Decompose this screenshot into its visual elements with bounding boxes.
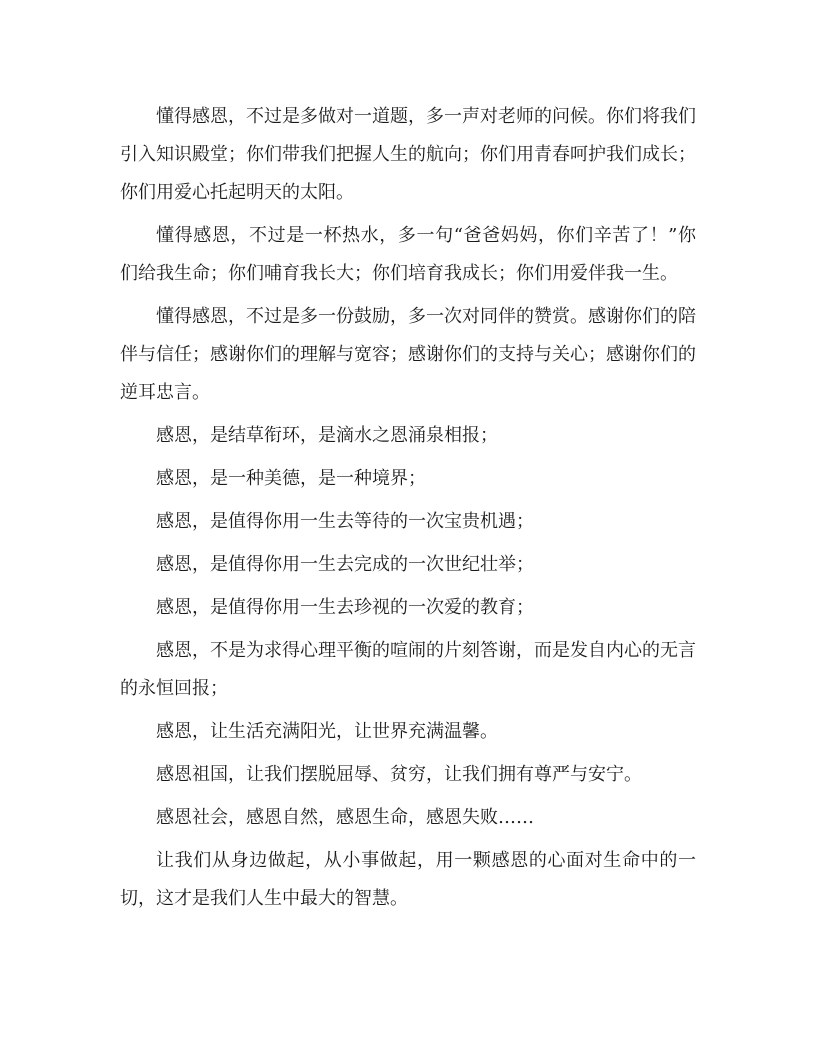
paragraph-5: 感恩，是一种美德，是一种境界； xyxy=(156,468,426,489)
paragraph-3: 懂得感恩，不过是多一份鼓励，多一次对同伴的赞赏。感谢你们的陪伴与信任；感谢你们的理解与宽容；感谢你们的支持与关心；感谢你们的逆耳忠言。 xyxy=(120,306,696,403)
document-body xyxy=(120,98,696,923)
paragraph-1: 懂得感恩，不过是多做对一道题，多一声对老师的问候。你们将我们引入知识殿堂；你们带我们把握人生的航向；你们用青春呵护我们成长；你们用爱心托起明天的太阳。 xyxy=(120,106,696,203)
paragraph-9: 感恩，不是为求得心理平衡的喧闹的片刻答谢，而是发自内心的无言的永恒回报； xyxy=(120,640,696,699)
paragraph-8: 感恩，是值得你用一生去珍视的一次爱的教育； xyxy=(156,597,534,618)
paragraph-10: 感恩，让生活充满阳光，让世界充满温馨。 xyxy=(156,721,498,742)
paragraph-4: 感恩，是结草衔环，是滴水之恩涌泉相报； xyxy=(156,425,498,446)
paragraph-2: 懂得感恩，不过是一杯热水，多一句“爸爸妈妈，你们辛苦了！”你们给我生命；你们哺育我长大；你们培育我成长；你们用爱伴我一生。 xyxy=(120,225,696,284)
paragraph-7: 感恩，是值得你用一生去完成的一次世纪壮举； xyxy=(156,554,534,575)
paragraph-12: 感恩社会，感恩自然，感恩生命，感恩失败…… xyxy=(156,807,534,828)
paragraph-13: 让我们从身边做起，从小事做起，用一颗感恩的心面对生命中的一切，这才是我们人生中最大的智慧。 xyxy=(120,850,696,909)
paragraph-6: 感恩，是值得你用一生去等待的一次宝贵机遇； xyxy=(156,511,534,532)
paragraph-11: 感恩祖国，让我们摆脱屈辱、贫穷，让我们拥有尊严与安宁。 xyxy=(156,764,642,785)
